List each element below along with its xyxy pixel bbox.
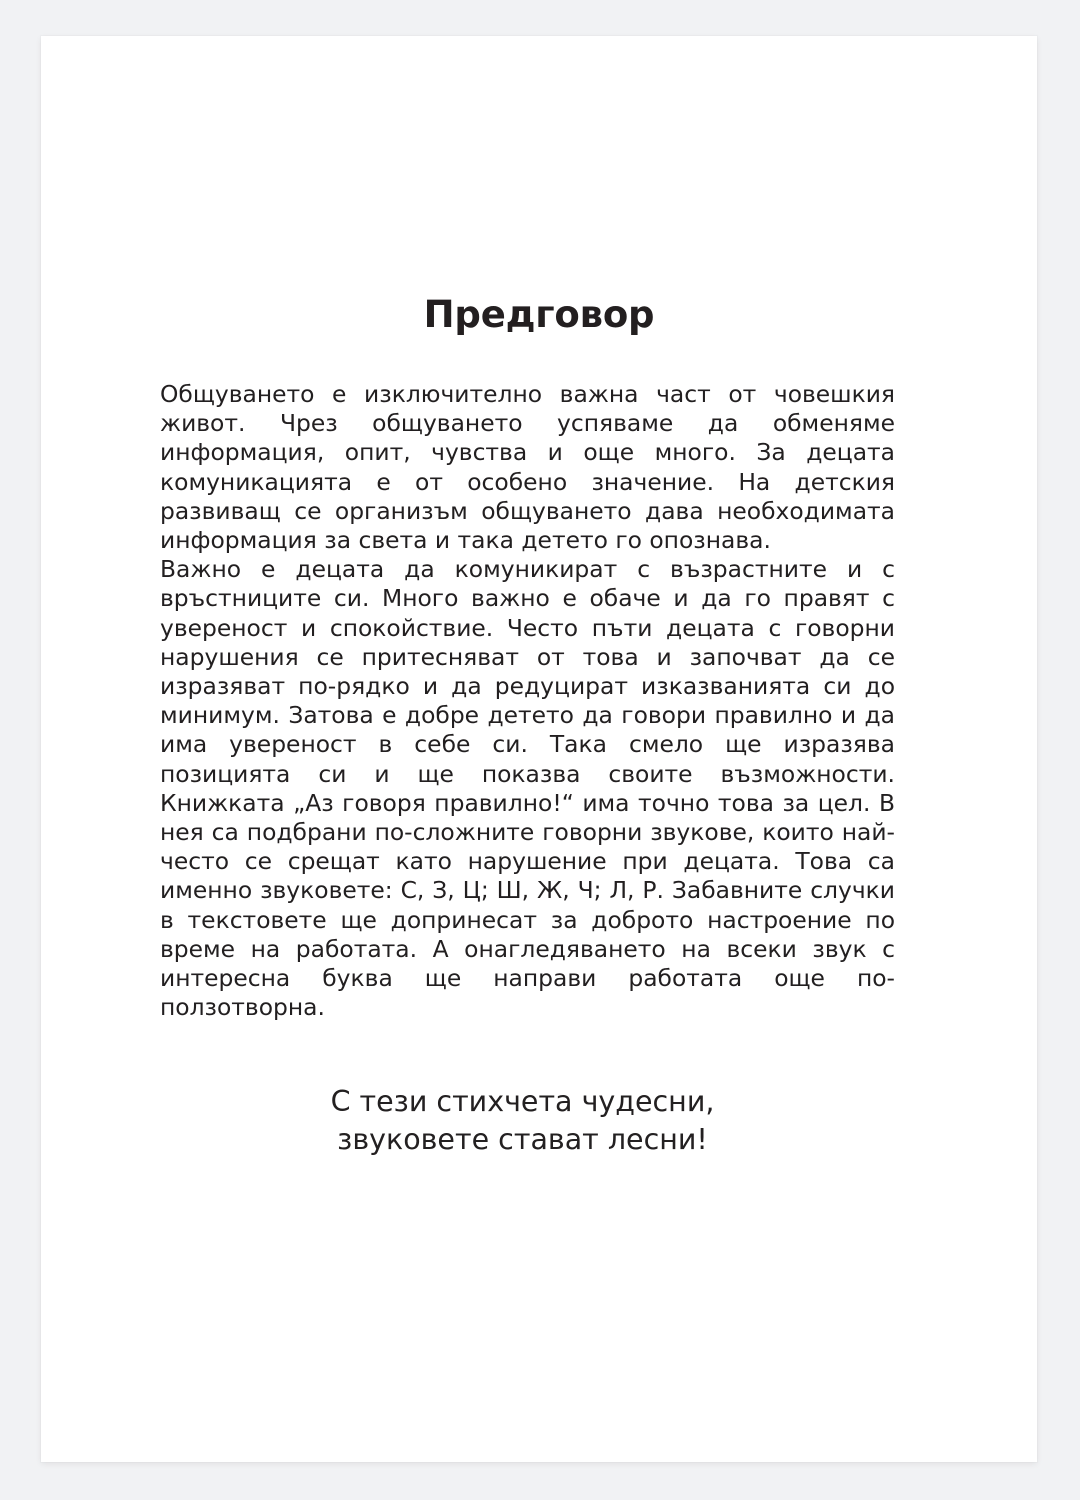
body-paragraph-2: Важно е децата да комуникират с възрастните и с връстниците си. Много важно е обаче и да го правят с увереност и спокойствие. Често пъти децата с говорни нарушения се притесняват от това и започват да се изразяват по-рядко и да редуцират изказванията си до минимум. Затова е добре детето да говори правилно и да има увереност в себе си. Така смело ще изразява позицията си и ще показва своите възможности. Книжката „Аз говоря правилно!“ има точно това за цел. В нея са подбрани по-сложните говорни звукове, които най-често се срещат като нарушение при децата. Това са именно звуковете: С, З, Ц; Ш, Ж, Ч; Л, Р. Забавните случки в текстовете ще допринесат за доброто настроение по време на работата. А онагледяването на всеки звук с интересна буква ще направи работата още по-ползотворна. [160, 555, 895, 1022]
document-page [41, 36, 1037, 1462]
body-text-column [160, 380, 895, 1022]
couplet-line-1: С тези стихчета чудесни, [330, 1085, 715, 1118]
page-title: Предговор [423, 292, 655, 336]
closing-couplet [41, 1083, 1004, 1159]
couplet-line-2: звуковете стават лесни! [337, 1123, 708, 1156]
body-paragraph-1: Общуването е изключително важна част от човешкия живот. Чрез общуването успяваме да обменяме информация, опит, чувства и още много. За децата комуникацията е от особено значение. На детския развиващ се организъм общуването дава необходимата информация за света и така детето го опознава. [160, 380, 895, 555]
